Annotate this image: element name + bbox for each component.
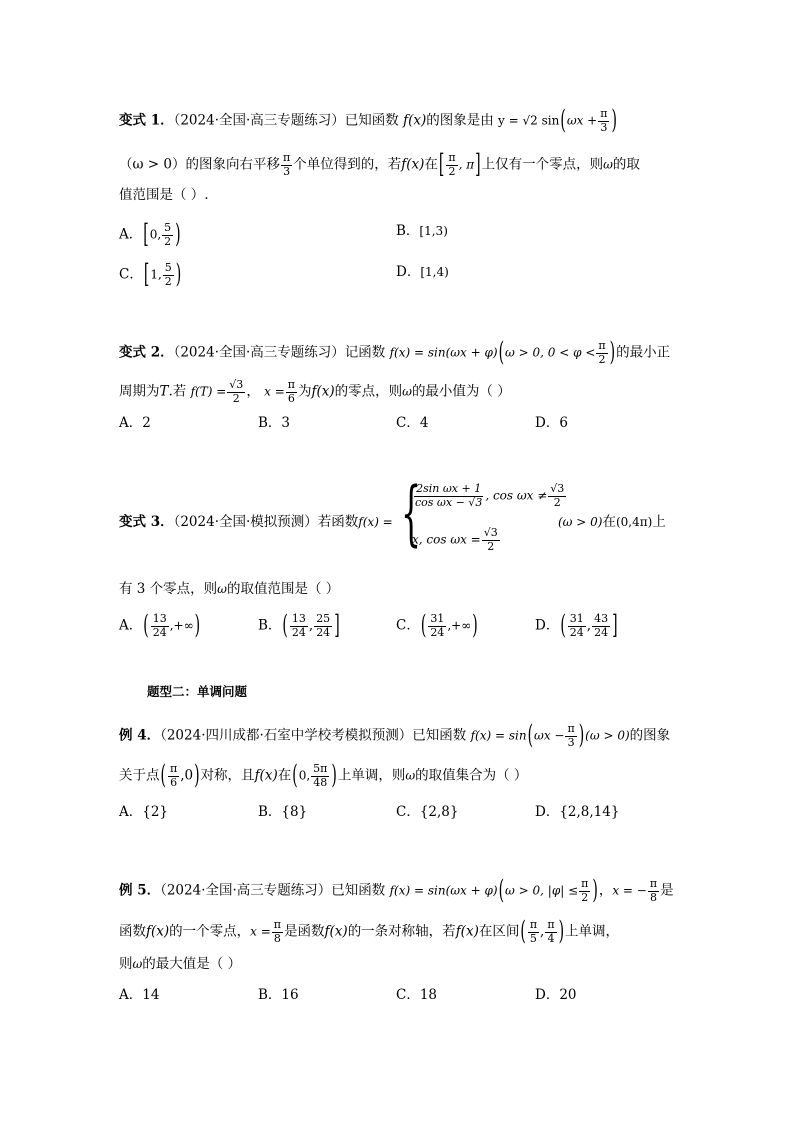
- option-label: A．: [119, 617, 143, 634]
- option-value: ,+∞: [447, 618, 472, 633]
- e4-three: 3: [567, 735, 575, 749]
- e5-text: 函数: [119, 923, 146, 940]
- v2-six: 6: [287, 391, 295, 405]
- v3-option-d[interactable]: D．( $\frac{31}{24}$ , $\frac{43}{24}$ ]: [535, 610, 618, 642]
- e5-two: 2: [581, 890, 589, 904]
- v3-option-b[interactable]: B．( $\frac{13}{24}$ , $\frac{25}{24}$ ]: [258, 610, 340, 642]
- v2-omega: ω: [402, 384, 412, 399]
- e4-text: 的图象: [629, 727, 671, 744]
- e5-cond: ω > 0, |φ| ≤: [505, 883, 579, 898]
- v3-text: 若函数: [317, 514, 359, 530]
- v3-option-a[interactable]: A．( $\frac{13}{24}$ ,+∞): [119, 610, 201, 642]
- v2-label: 变式 2．: [119, 344, 174, 361]
- e5-option-b[interactable]: B．16: [258, 987, 299, 1003]
- v3-line-1b: [558, 516, 666, 530]
- v2-line-1: 变式 2．（2024·全国·高三专题练习）记函数 f(x) = sin(ωx + φ)(ω > 0, 0 < φ < $\frac{\pi}{2}$ )的最小正: [119, 337, 671, 369]
- v1-three: 3: [283, 164, 291, 178]
- v1-option-d[interactable]: [396, 266, 449, 280]
- option-num: 13: [152, 612, 167, 625]
- v3-case1-num: 2sin ωx + 1: [416, 482, 482, 495]
- v2-fT: f(T) =: [190, 384, 227, 399]
- v3-text: 在: [602, 514, 616, 530]
- v3-case-1: [412, 483, 567, 509]
- e5-eight: 8: [273, 931, 281, 945]
- v2-cond: ω > 0, 0 < φ <: [505, 345, 596, 360]
- e5-line-2: 函数f(x)的一个零点，x = $\frac{\pi}{8}$ 是函数f(x)的一条对称轴，若f(x)在区间( $\frac{\pi}{5}$ , $\frac{\pi}{4}$ )上单调，: [119, 916, 620, 948]
- e4-text: 的取值集合为（ ）: [415, 767, 528, 784]
- e4-pi: π: [567, 722, 575, 735]
- v3-case1-cond: , cos ωx ≠: [485, 488, 548, 503]
- v2-option-b[interactable]: B．3: [258, 415, 291, 431]
- e4-fx: f(x) = sin: [470, 728, 527, 743]
- v1-pi: π: [600, 107, 608, 120]
- v1-text: 个单位得到的，若: [293, 156, 402, 173]
- option-value: [1,3): [419, 224, 448, 238]
- option-den: 24: [430, 625, 445, 639]
- v3-case1-den: cos ωx − √3: [415, 495, 483, 509]
- option-num: 5: [164, 261, 172, 274]
- e5-source: （2024·全国·高三专题练习）: [160, 882, 332, 899]
- v3-text: 的取值范围是（ ）: [226, 581, 340, 597]
- e4-text: 上单调，则: [337, 767, 406, 784]
- v3-case2: x, cos ωx =: [412, 532, 481, 547]
- e5-pi: π: [529, 918, 538, 931]
- v1-wx: ωx +: [566, 113, 598, 128]
- v1-option-a[interactable]: A．[0, $\frac{5}{2}$ ): [119, 219, 181, 251]
- v3-two: 2: [553, 495, 561, 509]
- v3-text: 上: [652, 514, 666, 530]
- e5-text: 已知函数: [331, 882, 386, 899]
- v1-line-3: [119, 189, 209, 203]
- v2-option-a[interactable]: A．2: [119, 415, 151, 431]
- v1-text: 上仅有一个零点，则: [481, 156, 604, 173]
- e4-wx: ωx −: [534, 728, 565, 743]
- e5-line-3: [119, 958, 241, 972]
- e5-fx2: f(x): [455, 923, 479, 940]
- e5-text: 则: [119, 956, 133, 972]
- v1-two: 2: [448, 164, 456, 178]
- v2-two: 2: [232, 391, 240, 405]
- option-den: 24: [594, 625, 609, 639]
- e5-pi: π: [273, 918, 282, 931]
- v1-text: 在: [424, 156, 438, 173]
- v3-sqrt3: √3: [483, 526, 498, 539]
- v2-pi: π: [287, 378, 295, 391]
- option-value: 1,: [150, 267, 162, 282]
- v3-line-1a: [119, 516, 393, 530]
- e5-omega: ω: [132, 957, 143, 971]
- v3-fx: f(x) =: [358, 515, 393, 529]
- e4-option-b[interactable]: B．{8}: [258, 804, 308, 820]
- e4-text: 关于点: [119, 767, 160, 784]
- e4-option-d[interactable]: D．{2,8,14}: [535, 804, 620, 820]
- v2-text: 的最小值为（ ）: [411, 383, 511, 400]
- e4-pi: π: [169, 762, 178, 775]
- e5-option-a[interactable]: A．14: [119, 987, 160, 1003]
- option-num: 43: [594, 612, 609, 625]
- v2-two: 2: [598, 352, 606, 366]
- v2-source: （2024·全国·高三专题练习）: [173, 344, 345, 361]
- option-label: C．: [119, 266, 143, 283]
- option-label: B．: [396, 223, 420, 239]
- option-num: 25: [316, 612, 331, 625]
- e5-fx2: f(x): [324, 923, 348, 940]
- e5-text: 的一条对称轴，若: [347, 923, 456, 940]
- v1-source: （2024·全国·高三专题练习）: [173, 112, 345, 129]
- e4-omega: ω: [405, 768, 416, 783]
- option-value: 0,: [149, 227, 162, 242]
- v3-sqrt3: √3: [550, 482, 565, 495]
- e4-fortyeight: 48: [313, 775, 328, 789]
- v2-text: 为: [297, 383, 312, 400]
- e5-xeq2: x =: [250, 924, 271, 939]
- e5-pi: π: [547, 918, 555, 931]
- e4-line-1: 例 4．（2024·四川成都·石室中学校考模拟预测）已知函数 f(x) = sin(ωx − $\frac{\pi}{3}$ )(ω > 0)的图象: [119, 720, 671, 752]
- v2-text: ，: [246, 383, 260, 400]
- v1-option-c[interactable]: C．[1, $\frac{5}{2}$ ): [119, 259, 182, 291]
- v2-xeq: x =: [264, 384, 285, 399]
- v1-text: 的取: [612, 156, 640, 173]
- v2-option-d[interactable]: D．6: [535, 415, 568, 431]
- e4-omega-cond: (ω > 0): [585, 728, 630, 743]
- v2-fx2: f(x): [311, 383, 335, 400]
- v1-fx: f(x): [401, 156, 425, 173]
- v1-label: 变式 1．: [119, 112, 174, 129]
- option-value: [1,4): [420, 265, 449, 279]
- e5-text: 是函数: [284, 923, 325, 940]
- option-den: 24: [152, 625, 167, 639]
- v1-pi: π: [283, 151, 291, 164]
- v2-text: 的零点，则: [334, 383, 403, 400]
- v2-text: .若: [168, 383, 187, 400]
- v1-text: 值范围是（ ）.: [119, 187, 209, 203]
- v1-line-1: 变式 1．（2024·全国·高三专题练习）已知函数 f(x)的图象是由 y = √2 sin(ωx + $\frac{\pi}{3}$ ): [119, 105, 617, 137]
- e5-option-d[interactable]: D．20: [535, 987, 577, 1003]
- e5-text: 上单调，: [565, 923, 620, 940]
- option-num: 13: [291, 612, 306, 625]
- e5-option-c[interactable]: C．18: [396, 987, 438, 1003]
- v1-text: 已知函数: [344, 112, 399, 129]
- v1-y: y = √2 sin: [498, 113, 560, 128]
- v2-line-2: [119, 379, 511, 405]
- e5-pi: π: [581, 877, 589, 890]
- v2-pi: π: [598, 339, 606, 352]
- v1-pi: π: [448, 151, 456, 164]
- v3-text: 有 3 个零点，则: [119, 581, 218, 597]
- e5-pi: π: [649, 877, 658, 890]
- v2-option-c[interactable]: C．4: [396, 415, 429, 431]
- e5-text: 的最大值是（ ）: [142, 956, 242, 972]
- v2-fx: f(x) = sin(ωx + φ): [389, 345, 498, 360]
- option-value: ,+∞: [169, 618, 194, 633]
- v3-omega-cond: (ω > 0): [558, 515, 603, 529]
- e5-fx: f(x) = sin(ωx + φ): [389, 883, 498, 898]
- v1-pi-comma: , π: [458, 157, 475, 172]
- e4-six: 6: [170, 775, 178, 789]
- e4-text: 在: [277, 767, 292, 784]
- v1-option-b[interactable]: [396, 225, 448, 239]
- v3-option-c[interactable]: C．( $\frac{31}{24}$ ,+∞): [396, 610, 478, 642]
- option-den: 24: [291, 625, 306, 639]
- option-den: 24: [316, 625, 331, 639]
- v1-fx: f(x): [403, 112, 427, 129]
- v1-three: 3: [600, 120, 608, 134]
- v1-omega: ω: [603, 157, 613, 172]
- e5-eight: 8: [649, 890, 657, 904]
- option-den: 2: [164, 274, 172, 288]
- v1-line-2: （ω > 0）的图象向右平移 $\frac{\pi}{3}$ 个单位得到的，若f(x)在[ $\frac{\pi}{2}$ , π]上仅有一个零点，则ω的取: [119, 149, 640, 181]
- e4-zero: 0,: [298, 768, 311, 783]
- option-num: 5: [164, 221, 172, 234]
- option-num: 31: [569, 612, 584, 625]
- option-label: B．: [258, 617, 282, 634]
- option-label: C．: [396, 617, 420, 634]
- e5-text: 在区间: [478, 923, 520, 940]
- option-num: 31: [430, 612, 445, 625]
- v3-two: 2: [487, 539, 495, 553]
- e4-fivepi: 5π: [313, 762, 328, 775]
- v1-text: （ω > 0）的图象向右平移: [119, 156, 280, 173]
- e5-label: 例 5．: [119, 882, 161, 899]
- v1-text: 的图象是由: [426, 112, 494, 129]
- v3-label: 变式 3．: [119, 514, 174, 530]
- option-label: D．: [396, 264, 421, 280]
- v2-text: 记函数: [344, 344, 386, 361]
- e5-xeq: x = −: [612, 883, 647, 898]
- v2-text: 的最小正: [616, 344, 671, 361]
- e4-text: 对称，且: [200, 767, 255, 784]
- v3-line-2: [119, 583, 339, 597]
- section-heading: 题型二：单调问题: [147, 684, 248, 699]
- v3-omega: ω: [217, 582, 227, 596]
- e4-source: （2024·四川成都·石室中学校考模拟预测）: [160, 727, 413, 744]
- option-den: 24: [569, 625, 584, 639]
- v3-brace: {: [401, 472, 422, 554]
- option-den: 2: [164, 234, 172, 248]
- e5-text: ，: [598, 882, 613, 899]
- e4-option-a[interactable]: A．{2}: [119, 804, 169, 820]
- v3-interval: (0,4π): [615, 515, 653, 529]
- v2-sqrt3: √3: [229, 378, 244, 391]
- e4-text: 已知函数: [412, 727, 467, 744]
- v3-case-2: [412, 527, 501, 553]
- e5-line-1: 例 5．（2024·全国·高三专题练习）已知函数 f(x) = sin(ωx + φ)(ω > 0, |φ| ≤ $\frac{\pi}{2}$ )，x = − $\frac{\pi}{8}$ 是: [119, 875, 674, 907]
- e4-option-c[interactable]: C．{2,8}: [396, 804, 459, 820]
- e4-label: 例 4．: [119, 727, 161, 744]
- v3-source: （2024·全国·模拟预测）: [173, 514, 318, 530]
- e5-four: 4: [547, 931, 555, 945]
- option-label: D．: [535, 617, 560, 634]
- e4-line-2: 关于点( $\frac{\pi}{6}$ ,0)对称，且f(x)在(0, $\frac{5\pi}{48}$ )上单调，则ω的取值集合为（ ）: [119, 760, 528, 792]
- e5-fx2: f(x): [146, 923, 170, 940]
- e4-fx2: f(x): [254, 767, 278, 784]
- e5-text: 是: [660, 882, 674, 899]
- v2-T: T: [159, 383, 169, 400]
- v2-text: 周期为: [119, 383, 160, 400]
- option-label: A．: [119, 226, 143, 243]
- e5-five: 5: [529, 931, 537, 945]
- e5-text: 的一个零点，: [169, 923, 251, 940]
